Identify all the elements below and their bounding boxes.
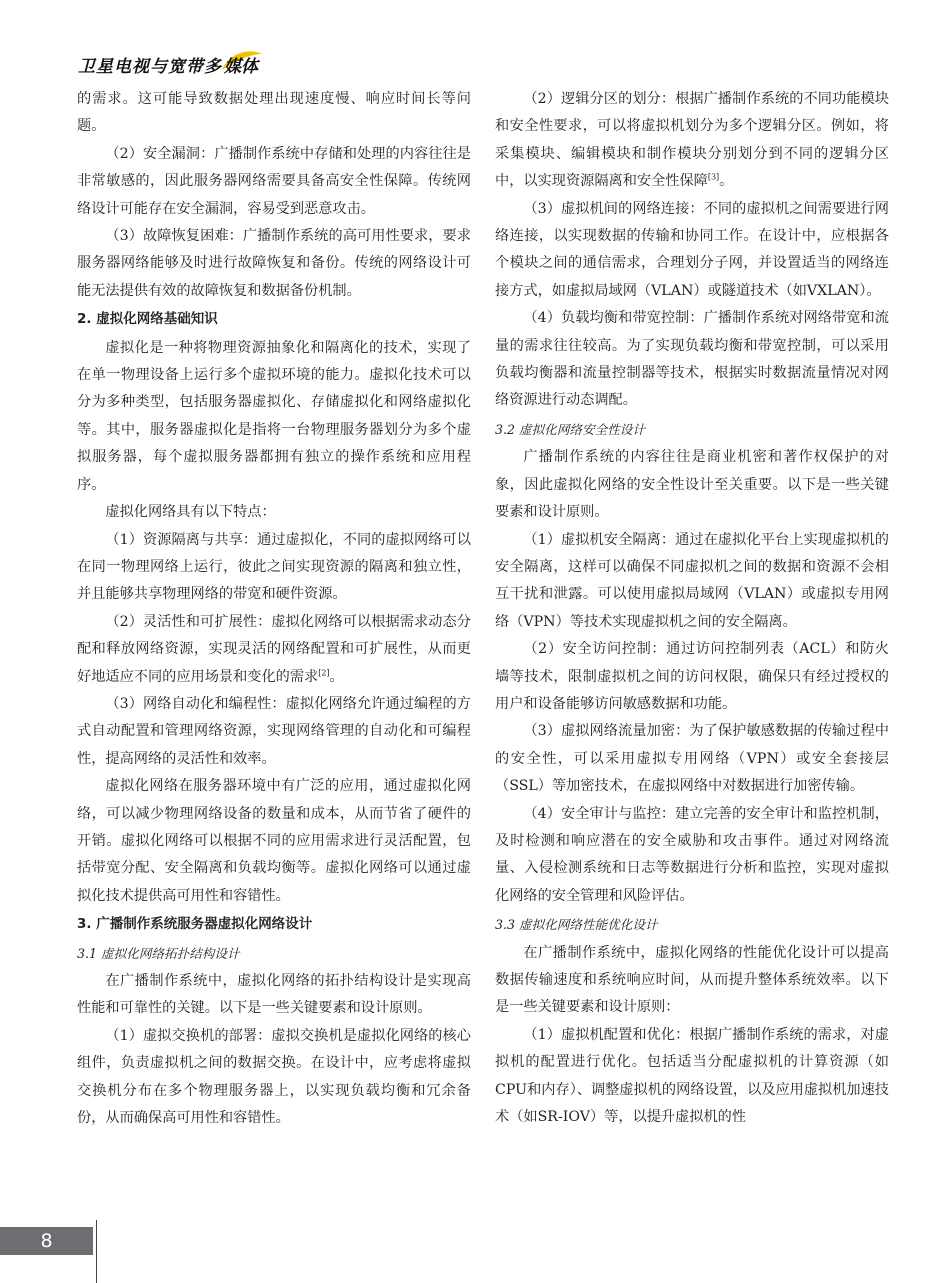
subsection-heading	[495, 416, 889, 443]
left-text: （3）故障恢复困难：广播制作系统的高可用性要求，要求服务器网络能够及时进行故障恢复和备份。传统的网络设计可能无法提供有效的故障恢复和数据备份机制。	[77, 228, 471, 299]
right-text: （4）负载均衡和带宽控制：广播制作系统对网络带宽和流量的需求往往较高。为了实现负载均衡和带宽控制，可以采用负载均衡器和流量控制器等技术，根据实时数据流量情况对网络资源进行动态调配。	[495, 310, 889, 409]
subsection-heading	[495, 911, 889, 938]
paragraph	[77, 527, 471, 609]
journal-title-tail	[224, 52, 258, 77]
left-text: （1）虚拟交换机的部署：虚拟交换机是虚拟化网络的核心组件，负责虚拟机之间的数据交换。在设计中，应考虑将虚拟交换机分布在多个物理服务器上，以实现负载均衡和冗余备份，从而确保高可用性和容错性。	[77, 1027, 471, 1127]
paragraph	[495, 636, 889, 718]
right-text: （3）虚拟机间的网络连接：不同的虚拟机之间需要进行网络连接，以实现数据的传输和协同工作。在设计中，应根据各个模块之间的通信需求，合理划分子网，并设置适当的网络连接方式，如虚拟局域网（VLAN）或隧道技术（如VXLAN）。	[495, 200, 889, 299]
left-text: 在广播制作系统中，虚拟化网络的拓扑结构设计是实现高性能和可靠性的关键。以下是一些关键要素和设计原则。	[77, 973, 471, 1017]
left-text: 虚拟化是一种将物理资源抽象化和隔离化的技术，实现了在单一物理设备上运行多个虚拟环境的能力。虚拟化技术可以分为多种类型，包括服务器虚拟化、存储虚拟化和网络虚拟化等。其中，服务器虚拟化是指将一台物理服务器划分为多个虚拟服务器，每个虚拟服务器都拥有独立的操作系统和应用程序。	[77, 339, 471, 493]
paragraph	[495, 801, 889, 911]
left-text: （1）资源隔离与共享：通过虚拟化，不同的虚拟网络可以在同一物理网络上运行，彼此之间实现资源的隔离和独立性，并且能够共享物理网络的带宽和硬件资源。	[77, 531, 471, 603]
paragraph	[77, 499, 471, 526]
paragraph	[77, 968, 471, 1023]
paragraph	[77, 223, 471, 305]
right-text: （2）逻辑分区的划分：根据广播制作系统的不同功能模块和安全性要求，可以将虚拟机划分为多个逻辑分区。例如，将采集模块、编辑模块和制作模块分别划分到不同的逻辑分区中，以实现资源隔离和安全性保障	[495, 91, 889, 190]
right-text-tail: 。	[719, 173, 734, 190]
right-text: 3.2 虚拟化网络安全性设计	[495, 421, 645, 437]
section-heading	[77, 306, 471, 333]
paragraph	[77, 691, 471, 773]
left-text: （2）灵活性和可扩展性：虚拟化网络可以根据需求动态分配和释放网络资源，实现灵活的网络配置和可扩展性，从而更好地适应不同的应用场景和变化的需求	[77, 613, 471, 685]
subsection-heading	[77, 940, 471, 967]
paragraph	[495, 1022, 889, 1132]
left-text: 的需求。这可能导致数据处理出现速度慢、响应时间长等问题。	[77, 91, 471, 135]
paragraph	[495, 305, 889, 415]
left-text: 3.1 虚拟化网络拓扑结构设计	[77, 945, 240, 961]
page-number: 8	[40, 1230, 53, 1252]
right-text: 3.3 虚拟化网络性能优化设计	[495, 917, 658, 933]
journal-title-tail-text: 媒体	[224, 56, 258, 77]
left-text: 3. 广播制作系统服务器虚拟化网络设计	[77, 916, 313, 933]
paragraph	[77, 1023, 471, 1133]
right-text: 在广播制作系统中，虚拟化网络的性能优化设计可以提高数据传输速度和系统响应时间，从而提升整体系统效率。以下是一些关键要素和设计原则：	[495, 944, 889, 1016]
right-text: （4）安全审计与监控：建立完善的安全审计和监控机制，及时检测和响应潜在的安全威胁和攻击事件。通过对网络流量、入侵检测系统和日志等数据进行分析和监控，实现对虚拟化网络的安全管理和风险评估。	[495, 805, 889, 904]
paragraph	[77, 141, 471, 223]
paragraph	[495, 718, 889, 800]
paragraph	[495, 527, 889, 637]
left-text: 虚拟化网络在服务器环境中有广泛的应用，通过虚拟化网络，可以减少物理网络设备的数量和成本，从而节省了硬件的开销。虚拟化网络可以根据不同的应用需求进行灵活配置，包括带宽分配、安全隔离和负载均衡等。虚拟化网络可以通过虚拟化技术提供高可用性和容错性。	[77, 778, 471, 904]
page-number-box	[0, 1227, 93, 1255]
right-text: （2）安全访问控制：通过访问控制列表（ACL）和防火墙等技术，限制虚拟机之间的访问权限，确保只有经过授权的用户和设备能够访问敏感数据和功能。	[495, 641, 889, 712]
left-text: （3）网络自动化和编程性：虚拟化网络允许通过编程的方式自动配置和管理网络资源，实现网络管理的自动化和可编程性，提高网络的灵活性和效率。	[77, 695, 471, 767]
section-heading	[77, 911, 471, 938]
journal-title: 卫星电视与宽带多	[78, 56, 222, 77]
right-text: （3）虚拟网络流量加密：为了保护敏感数据的传输过程中的安全性，可以采用虚拟专用网络（VPN）或安全套接层（SSL）等加密技术，在虚拟网络中对数据进行加密传输。	[495, 723, 889, 795]
journal-masthead	[78, 50, 258, 78]
left-text-tail: 。	[329, 668, 344, 685]
paragraph	[77, 609, 471, 691]
paragraph	[495, 940, 889, 1022]
paragraph	[495, 86, 889, 196]
paragraph	[77, 86, 471, 141]
right-text: 广播制作系统的内容往往是商业机密和著作权保护的对象，因此虚拟化网络的安全性设计至关重要。以下是一些关键要素和设计原则。	[495, 449, 889, 521]
paragraph	[495, 444, 889, 526]
left-column	[77, 86, 471, 1132]
left-text: 2. 虚拟化网络基础知识	[77, 311, 218, 328]
left-text: （2）安全漏洞：广播制作系统中存储和处理的内容往往是非常敏感的，因此服务器网络需要具备高安全性保障。传统网络设计可能存在安全漏洞，容易受到恶意攻击。	[77, 145, 471, 217]
right-text: （1）虚拟机安全隔离：通过在虚拟化平台上实现虚拟机的安全隔离，这样可以确保不同虚拟机之间的数据和资源不会相互干扰和泄露。可以使用虚拟局域网（VLAN）或虚拟专用网络（VPN）等技术实现虚拟机之间的安全隔离。	[495, 531, 889, 630]
citation-ref: [2]	[318, 667, 330, 677]
paragraph	[77, 335, 471, 499]
paragraph	[495, 196, 889, 306]
right-text: （1）虚拟机配置和优化：根据广播制作系统的需求，对虚拟机的配置进行优化。包括适当分配虚拟机的计算资源（如CPU和内存）、调整虚拟机的网络设置，以及应用虚拟机加速技术（如SR-IOV）等，以提升虚拟机的性	[495, 1026, 889, 1126]
left-text: 虚拟化网络具有以下特点：	[105, 504, 276, 521]
footer-divider	[96, 1220, 97, 1283]
paragraph	[77, 773, 471, 910]
citation-ref: [3]	[707, 172, 720, 182]
right-column	[495, 86, 889, 1131]
